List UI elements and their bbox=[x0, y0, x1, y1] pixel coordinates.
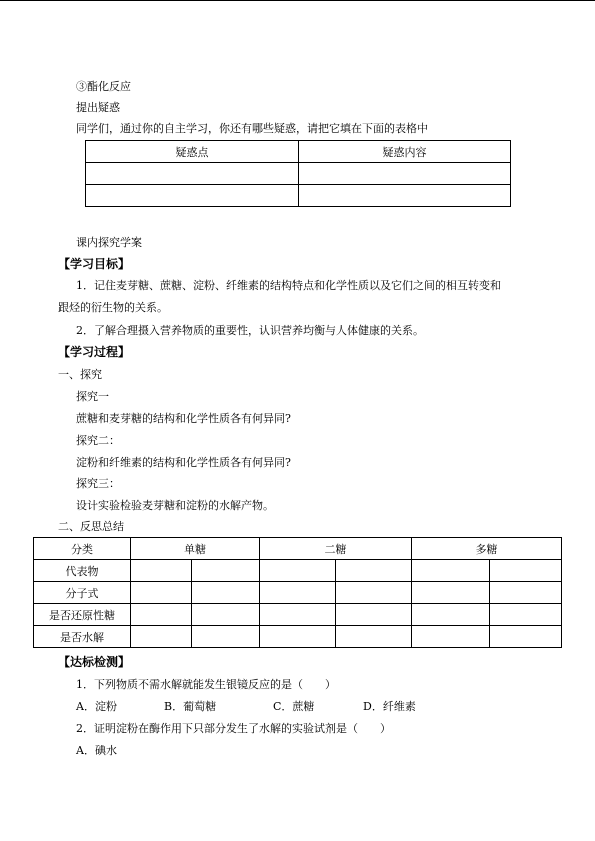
explore-1-title: 探究一 bbox=[76, 390, 109, 403]
table-cell[interactable] bbox=[260, 626, 336, 648]
explore-2-question: 淀粉和纤维素的结构和化学性质各有何异同? bbox=[76, 456, 291, 469]
table-cell[interactable] bbox=[490, 626, 562, 648]
explore-2-title: 探究二： bbox=[76, 434, 120, 447]
table-cell[interactable] bbox=[192, 626, 260, 648]
explore-3-question: 设计实验检验麦芽糖和淀粉的水解产物。 bbox=[76, 499, 274, 512]
table-cell[interactable] bbox=[490, 582, 562, 604]
esterification-line: ③酯化反应 bbox=[76, 80, 131, 93]
category-header: 分类 bbox=[34, 538, 131, 560]
table-cell[interactable] bbox=[86, 163, 299, 185]
table-cell[interactable] bbox=[131, 626, 192, 648]
q2-option-a[interactable]: A．碘水 bbox=[76, 744, 117, 757]
table-cell[interactable] bbox=[412, 582, 490, 604]
table-cell[interactable] bbox=[412, 604, 490, 626]
test-heading: 【达标检测】 bbox=[58, 655, 131, 669]
q1-option-a[interactable]: A．淀粉 bbox=[76, 700, 117, 713]
table-cell[interactable] bbox=[131, 582, 192, 604]
doubt-point-header: 疑惑点 bbox=[86, 141, 299, 163]
table-cell[interactable] bbox=[192, 604, 260, 626]
table-cell[interactable] bbox=[412, 560, 490, 582]
explore-1-question: 蔗糖和麦芽糖的结构和化学性质各有何异同? bbox=[76, 412, 291, 425]
row-label: 代表物 bbox=[34, 560, 131, 582]
row-label: 是否还原性糖 bbox=[34, 604, 131, 626]
table-cell[interactable] bbox=[192, 560, 260, 582]
page-top-border bbox=[0, 0, 595, 1]
part-two-label: 二、反思总结 bbox=[58, 520, 124, 533]
table-cell[interactable] bbox=[336, 604, 412, 626]
table-cell[interactable] bbox=[299, 163, 511, 185]
q1-option-c[interactable]: C．蔗糖 bbox=[273, 700, 315, 713]
table-cell[interactable] bbox=[131, 604, 192, 626]
row-label: 是否水解 bbox=[34, 626, 131, 648]
section-title: 课内探究学案 bbox=[76, 236, 142, 249]
table-cell[interactable] bbox=[260, 582, 336, 604]
table-cell[interactable] bbox=[490, 560, 562, 582]
q1-option-d[interactable]: D．纤维素 bbox=[363, 700, 416, 713]
table-cell[interactable] bbox=[299, 185, 511, 207]
summary-table bbox=[33, 537, 562, 648]
table-cell[interactable] bbox=[260, 560, 336, 582]
raise-doubts-label: 提出疑惑 bbox=[76, 101, 120, 114]
goals-heading: 【学习目标】 bbox=[58, 257, 131, 271]
table-cell[interactable] bbox=[86, 185, 299, 207]
process-heading: 【学习过程】 bbox=[58, 345, 131, 359]
table-cell[interactable] bbox=[336, 560, 412, 582]
table-cell[interactable] bbox=[260, 604, 336, 626]
doubt-instruction: 同学们，通过你的自主学习，你还有哪些疑惑，请把它填在下面的表格中 bbox=[76, 122, 428, 135]
goal-item-2: 2．了解合理摄入营养物质的重要性，认识营养均衡与人体健康的关系。 bbox=[76, 324, 424, 337]
table-cell[interactable] bbox=[412, 626, 490, 648]
polysaccharide-header: 多糖 bbox=[412, 538, 562, 560]
goal-item-1: 1．记住麦芽糖、蔗糖、淀粉、纤维素的结构特点和化学性质以及它们之间的相互转变和 bbox=[76, 279, 501, 292]
row-label: 分子式 bbox=[34, 582, 131, 604]
table-cell[interactable] bbox=[192, 582, 260, 604]
table-cell[interactable] bbox=[131, 560, 192, 582]
doubt-content-header: 疑惑内容 bbox=[299, 141, 511, 163]
goal-item-1-cont: 跟烃的衍生物的关系。 bbox=[58, 301, 168, 314]
part-one-label: 一、探究 bbox=[58, 368, 102, 381]
explore-3-title: 探究三： bbox=[76, 477, 120, 490]
monosaccharide-header: 单糖 bbox=[131, 538, 260, 560]
table-cell[interactable] bbox=[336, 582, 412, 604]
table-cell[interactable] bbox=[336, 626, 412, 648]
q1-option-b[interactable]: B．葡萄糖 bbox=[164, 700, 217, 713]
doubt-table bbox=[85, 140, 511, 207]
question-2: 2．证明淀粉在酶作用下只部分发生了水解的实验试剂是（ ） bbox=[76, 722, 391, 735]
question-1: 1．下列物质不需水解就能发生银镜反应的是（ ） bbox=[76, 678, 336, 691]
table-cell[interactable] bbox=[490, 604, 562, 626]
disaccharide-header: 二糖 bbox=[260, 538, 412, 560]
